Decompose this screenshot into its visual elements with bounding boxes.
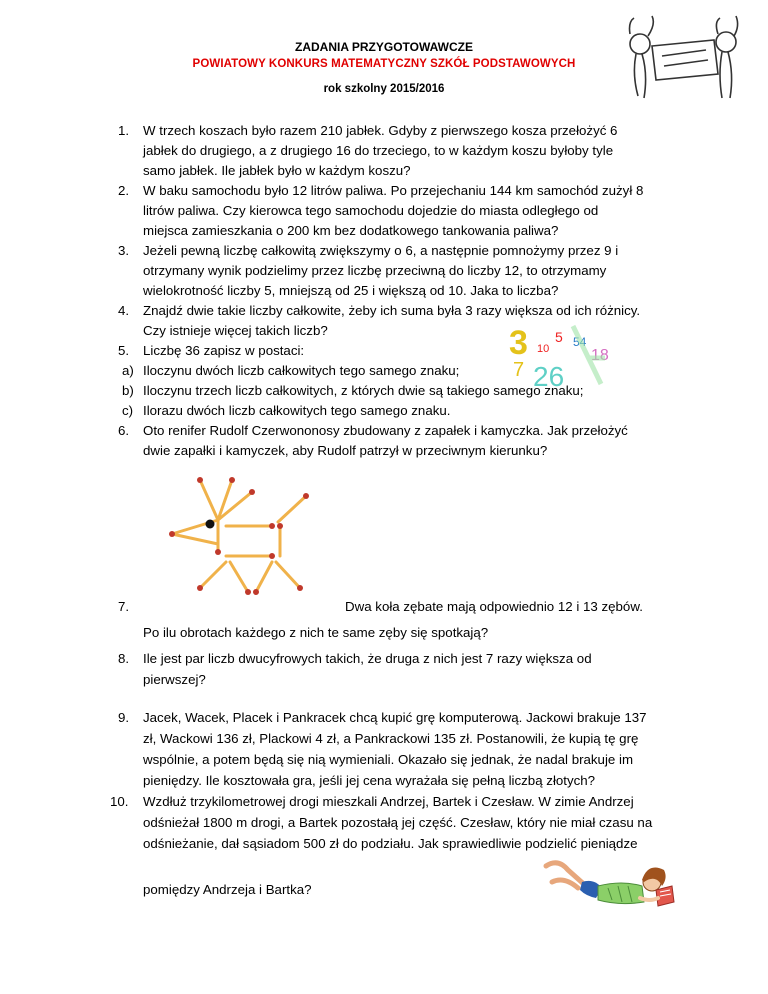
school-year: rok szkolny 2015/2016 (323, 83, 445, 95)
task-number: 5. (118, 343, 130, 358)
numbers-decoration-icon (505, 318, 625, 390)
task-10-line-1: Wzdłuż trzykilometrowej drogi mieszkali Andrzej, Bartek i Czesław. W zimie Andrzej (143, 794, 634, 809)
task-6-line-2: dwie zapałki i kamyczek, aby Rudolf patrzył w przeciwnym kierunku? (143, 443, 548, 458)
task-9-line-1: Jacek, Wacek, Placek i Pankracek chcą kupić grę komputerową. Jackowi brakuje 137 (143, 710, 647, 725)
decor-number: 10 (537, 343, 550, 355)
task-2-line-2: litrów paliwa. Czy kierowca tego samochodu dojedzie do miasta odległego od (143, 203, 599, 218)
task-7-line-2: Po ilu obrotach każdego z nich te same zęby się spotkają? (143, 625, 489, 640)
task-4-line-2: Czy istnieje więcej takich liczb? (143, 323, 328, 338)
subtask-letter: b) (122, 383, 134, 398)
task-5-sub-c: Ilorazu dwóch liczb całkowitych tego samego znaku. (143, 403, 451, 418)
task-10-line-2: odśnieżał 1800 m drogi, a Bartek pozostałą jej część. Czesław, który nie miał czasu na (143, 815, 653, 830)
task-number: 8. (118, 651, 130, 666)
task-number: 10. (110, 794, 129, 809)
reading-girl-icon (538, 852, 688, 914)
task-3-line-1: Jeżeli pewną liczbę całkowitą zwiększymy o 6, a następnie pomnożymy przez 9 i (143, 243, 619, 258)
task-7-line-1: Dwa koła zębate mają odpowiednio 12 i 13 zębów. (345, 599, 643, 614)
task-number: 1. (118, 123, 130, 138)
task-number: 9. (118, 710, 130, 725)
task-8-line-1: Ile jest par liczb dwucyfrowych takich, że druga z nich jest 7 razy większa od (143, 651, 592, 666)
subtask-letter: c) (122, 403, 134, 418)
task-number: 6. (118, 423, 130, 438)
task-5-sub-b: Iloczynu trzech liczb całkowitych, z których dwie są takiego samego znaku; (143, 383, 584, 398)
task-1-line-3: samo jabłek. Ile jabłek było w każdym koszu? (143, 163, 411, 178)
task-number: 7. (118, 599, 130, 614)
task-9-line-4: pieniędzy. Ile kosztowała gra, jeśli jej cena wyrażała się pełną liczbą złotych? (143, 773, 596, 788)
page-title: ZADANIA PRZYGOTOWAWCZE (295, 40, 473, 54)
task-10-line-3: odśnieżanie, dał sąsiadom 500 zł do podziału. Jak sprawiedliwie podzielić pieniądze (143, 836, 638, 851)
task-10-line-4: pomiędzy Andrzeja i Bartka? (143, 882, 312, 897)
matchstick-reindeer-icon (160, 470, 320, 605)
task-4-line-1: Znajdź dwie takie liczby całkowite, żeby ich suma była 3 razy większa od ich różnicy. (143, 303, 641, 318)
task-2-line-3: miejsca zamieszkania o 200 km bez dodatkowego tankowania paliwa? (143, 223, 559, 238)
task-1-line-2: jabłek do drugiego, a z drugiego 16 do trzeciego, to w każdym koszu byłoby tyle (143, 143, 614, 158)
task-number: 4. (118, 303, 130, 318)
task-5-sub-a: Iloczynu dwóch liczb całkowitych tego samego znaku; (143, 363, 460, 378)
decor-number: 5 (555, 329, 563, 345)
task-3-line-2: otrzymany wynik podzielimy przez liczbę przeciwną do liczby 12, to otrzymamy (143, 263, 607, 278)
mascots-banner-icon (622, 14, 742, 104)
task-2-line-1: W baku samochodu było 12 litrów paliwa. Po przejechaniu 144 km samochód zużył 8 (143, 183, 644, 198)
decor-number: 7 (513, 359, 525, 381)
decor-number: 3 (509, 324, 528, 362)
decor-number: 54 (573, 335, 587, 349)
task-6-line-1: Oto renifer Rudolf Czerwononosy zbudowany z zapałek i kamyczka. Jak przełożyć (143, 423, 628, 438)
decor-number: 26 (533, 361, 565, 392)
decor-number: 18 (591, 347, 609, 364)
subtask-letter: a) (122, 363, 134, 378)
contest-subtitle: POWIATOWY KONKURS MATEMATYCZNY SZKÓŁ PODSTAWOWYCH (192, 58, 576, 70)
task-5-line-1: Liczbę 36 zapisz w postaci: (143, 343, 305, 358)
task-number: 3. (118, 243, 130, 258)
task-9-line-3: wspólnie, a potem będą się nią wymieniali. Okazało się jednak, że nadal brakuje im (143, 752, 634, 767)
task-1-line-1: W trzech koszach było razem 210 jabłek. Gdyby z pierwszego kosza przełożyć 6 (143, 123, 618, 138)
task-number: 2. (118, 183, 130, 198)
task-3-line-3: wielokrotność liczby 5, mniejszą od 25 i większą od 10. Jaka to liczba? (143, 283, 559, 298)
task-9-line-2: zł, Wackowi 136 zł, Plackowi 4 zł, a Pankrackowi 135 zł. Postanowili, że kupią tę grę (143, 731, 639, 746)
task-8-line-2: pierwszej? (143, 672, 206, 687)
